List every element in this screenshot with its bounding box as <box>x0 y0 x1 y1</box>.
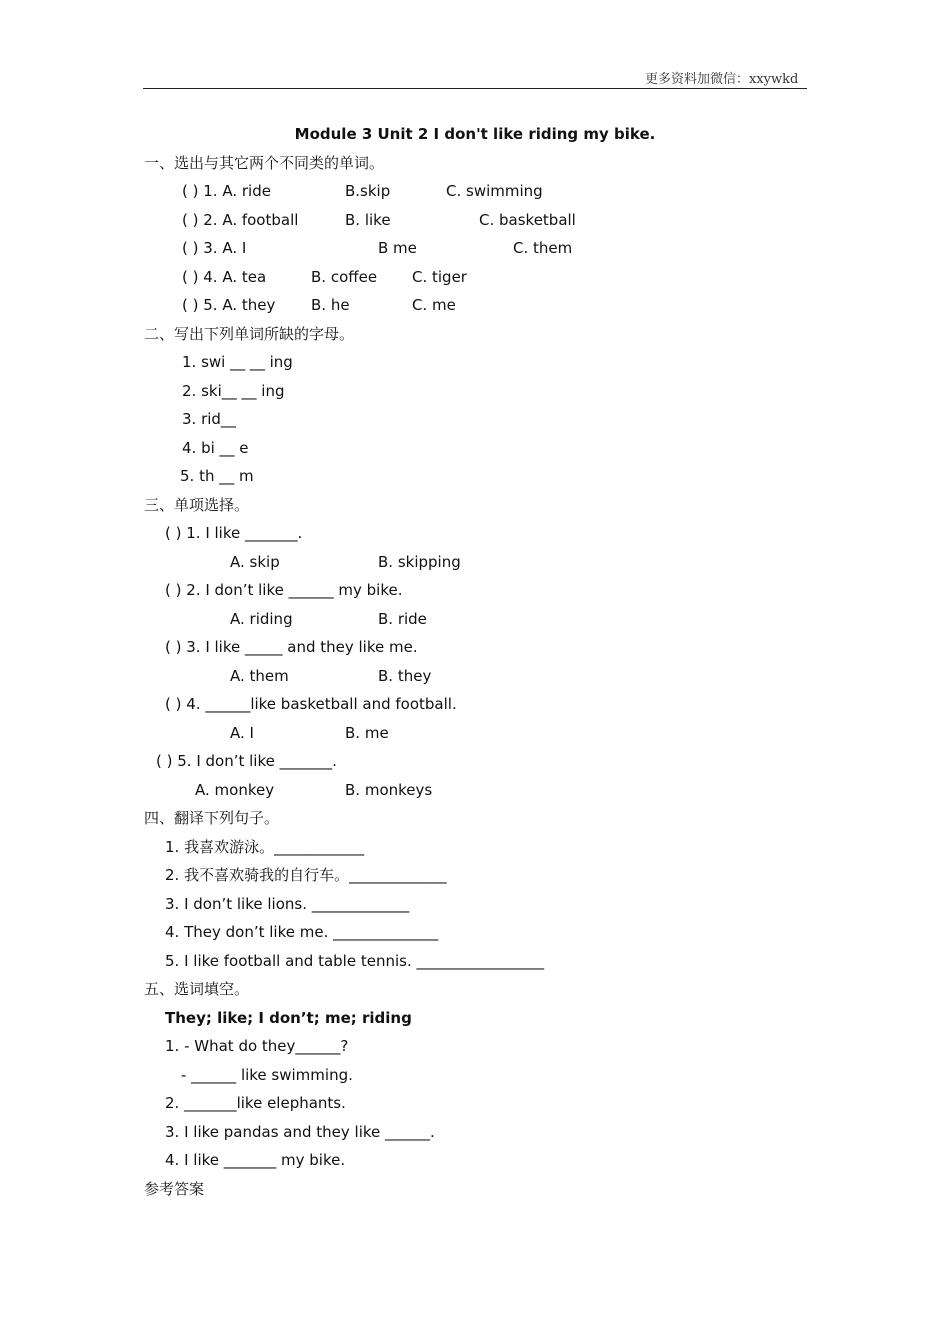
s3-q5: ( ) 5. I don’t like _______. <box>156 752 337 770</box>
section5-heading: 五、选词填空。 <box>144 980 250 998</box>
s3-q2: ( ) 2. I don’t like ______ my bike. <box>165 581 403 599</box>
s3-q1-a: A. skip <box>230 553 280 571</box>
s1-q5-b: B. he <box>311 296 350 314</box>
s4-item-5: 5. I like football and table tennis. _________________ <box>165 952 544 970</box>
s1-q4-b: B. coffee <box>311 268 378 286</box>
s4-item-1: 1. 我喜欢游泳。____________ <box>165 838 365 856</box>
s5-item-4: 4. I like _______ my bike. <box>165 1151 346 1169</box>
s1-q3-b: B me <box>378 239 417 257</box>
s5-item-3: 3. I like pandas and they like ______. <box>165 1123 435 1141</box>
s2-item-5: 5. th __ m <box>180 467 254 485</box>
s1-q5-c: C. me <box>412 296 456 314</box>
s1-q1-a: ( ) 1. A. ride <box>182 182 271 200</box>
s1-q3-c: C. them <box>513 239 573 257</box>
s5-item-1-reply: - ______ like swimming. <box>181 1066 353 1084</box>
header-note: 更多资料加微信：xxywkd <box>645 72 799 87</box>
s1-q4-a: ( ) 4. A. tea <box>182 268 267 286</box>
s5-item-2: 2. _______like elephants. <box>165 1094 346 1112</box>
s3-q3-a: A. them <box>230 667 289 685</box>
s3-q2-b: B. ride <box>378 610 427 628</box>
s3-q4: ( ) 4. ______like basketball and football. <box>165 695 457 713</box>
section2-heading: 二、写出下列单词所缺的字母。 <box>144 325 355 343</box>
s1-q5-a: ( ) 5. A. they <box>182 296 276 314</box>
s2-item-2: 2. ski__ __ ing <box>182 382 285 400</box>
s1-q1-c: C. swimming <box>446 182 543 200</box>
s3-q5-b: B. monkeys <box>345 781 433 799</box>
word-bank: They; like; I don’t; me; riding <box>165 1009 412 1027</box>
page-title: Module 3 Unit 2 I don't like riding my bike. <box>294 125 656 143</box>
s3-q4-a: A. I <box>230 724 254 742</box>
s3-q4-b: B. me <box>345 724 389 742</box>
s4-item-4: 4. They don’t like me. ______________ <box>165 923 439 941</box>
s3-q3-b: B. they <box>378 667 432 685</box>
s1-q1-b: B.skip <box>345 182 391 200</box>
s3-q1: ( ) 1. I like _______. <box>165 524 303 542</box>
section3-heading: 三、单项选择。 <box>144 496 250 514</box>
answers-label: 参考答案 <box>144 1180 205 1198</box>
s1-q2-c: C. basketball <box>479 211 576 229</box>
section4-heading: 四、翻译下列句子。 <box>144 809 280 827</box>
s5-item-1: 1. - What do they______? <box>165 1037 349 1055</box>
section1-heading: 一、选出与其它两个不同类的单词。 <box>144 154 385 172</box>
header-rule <box>143 88 807 89</box>
s4-item-2: 2. 我不喜欢骑我的自行车。_____________ <box>165 866 447 884</box>
s1-q4-c: C. tiger <box>412 268 467 286</box>
s2-item-1: 1. swi __ __ ing <box>182 353 293 371</box>
s2-item-3: 3. rid__ <box>182 410 236 428</box>
s1-q3-a: ( ) 3. A. I <box>182 239 247 257</box>
s3-q5-a: A. monkey <box>195 781 275 799</box>
s2-item-4: 4. bi __ e <box>182 439 249 457</box>
s4-item-3: 3. I don’t like lions. _____________ <box>165 895 410 913</box>
s1-q2-b: B. like <box>345 211 391 229</box>
s3-q2-a: A. riding <box>230 610 293 628</box>
s1-q2-a: ( ) 2. A. football <box>182 211 299 229</box>
s3-q3: ( ) 3. I like _____ and they like me. <box>165 638 418 656</box>
s3-q1-b: B. skipping <box>378 553 461 571</box>
